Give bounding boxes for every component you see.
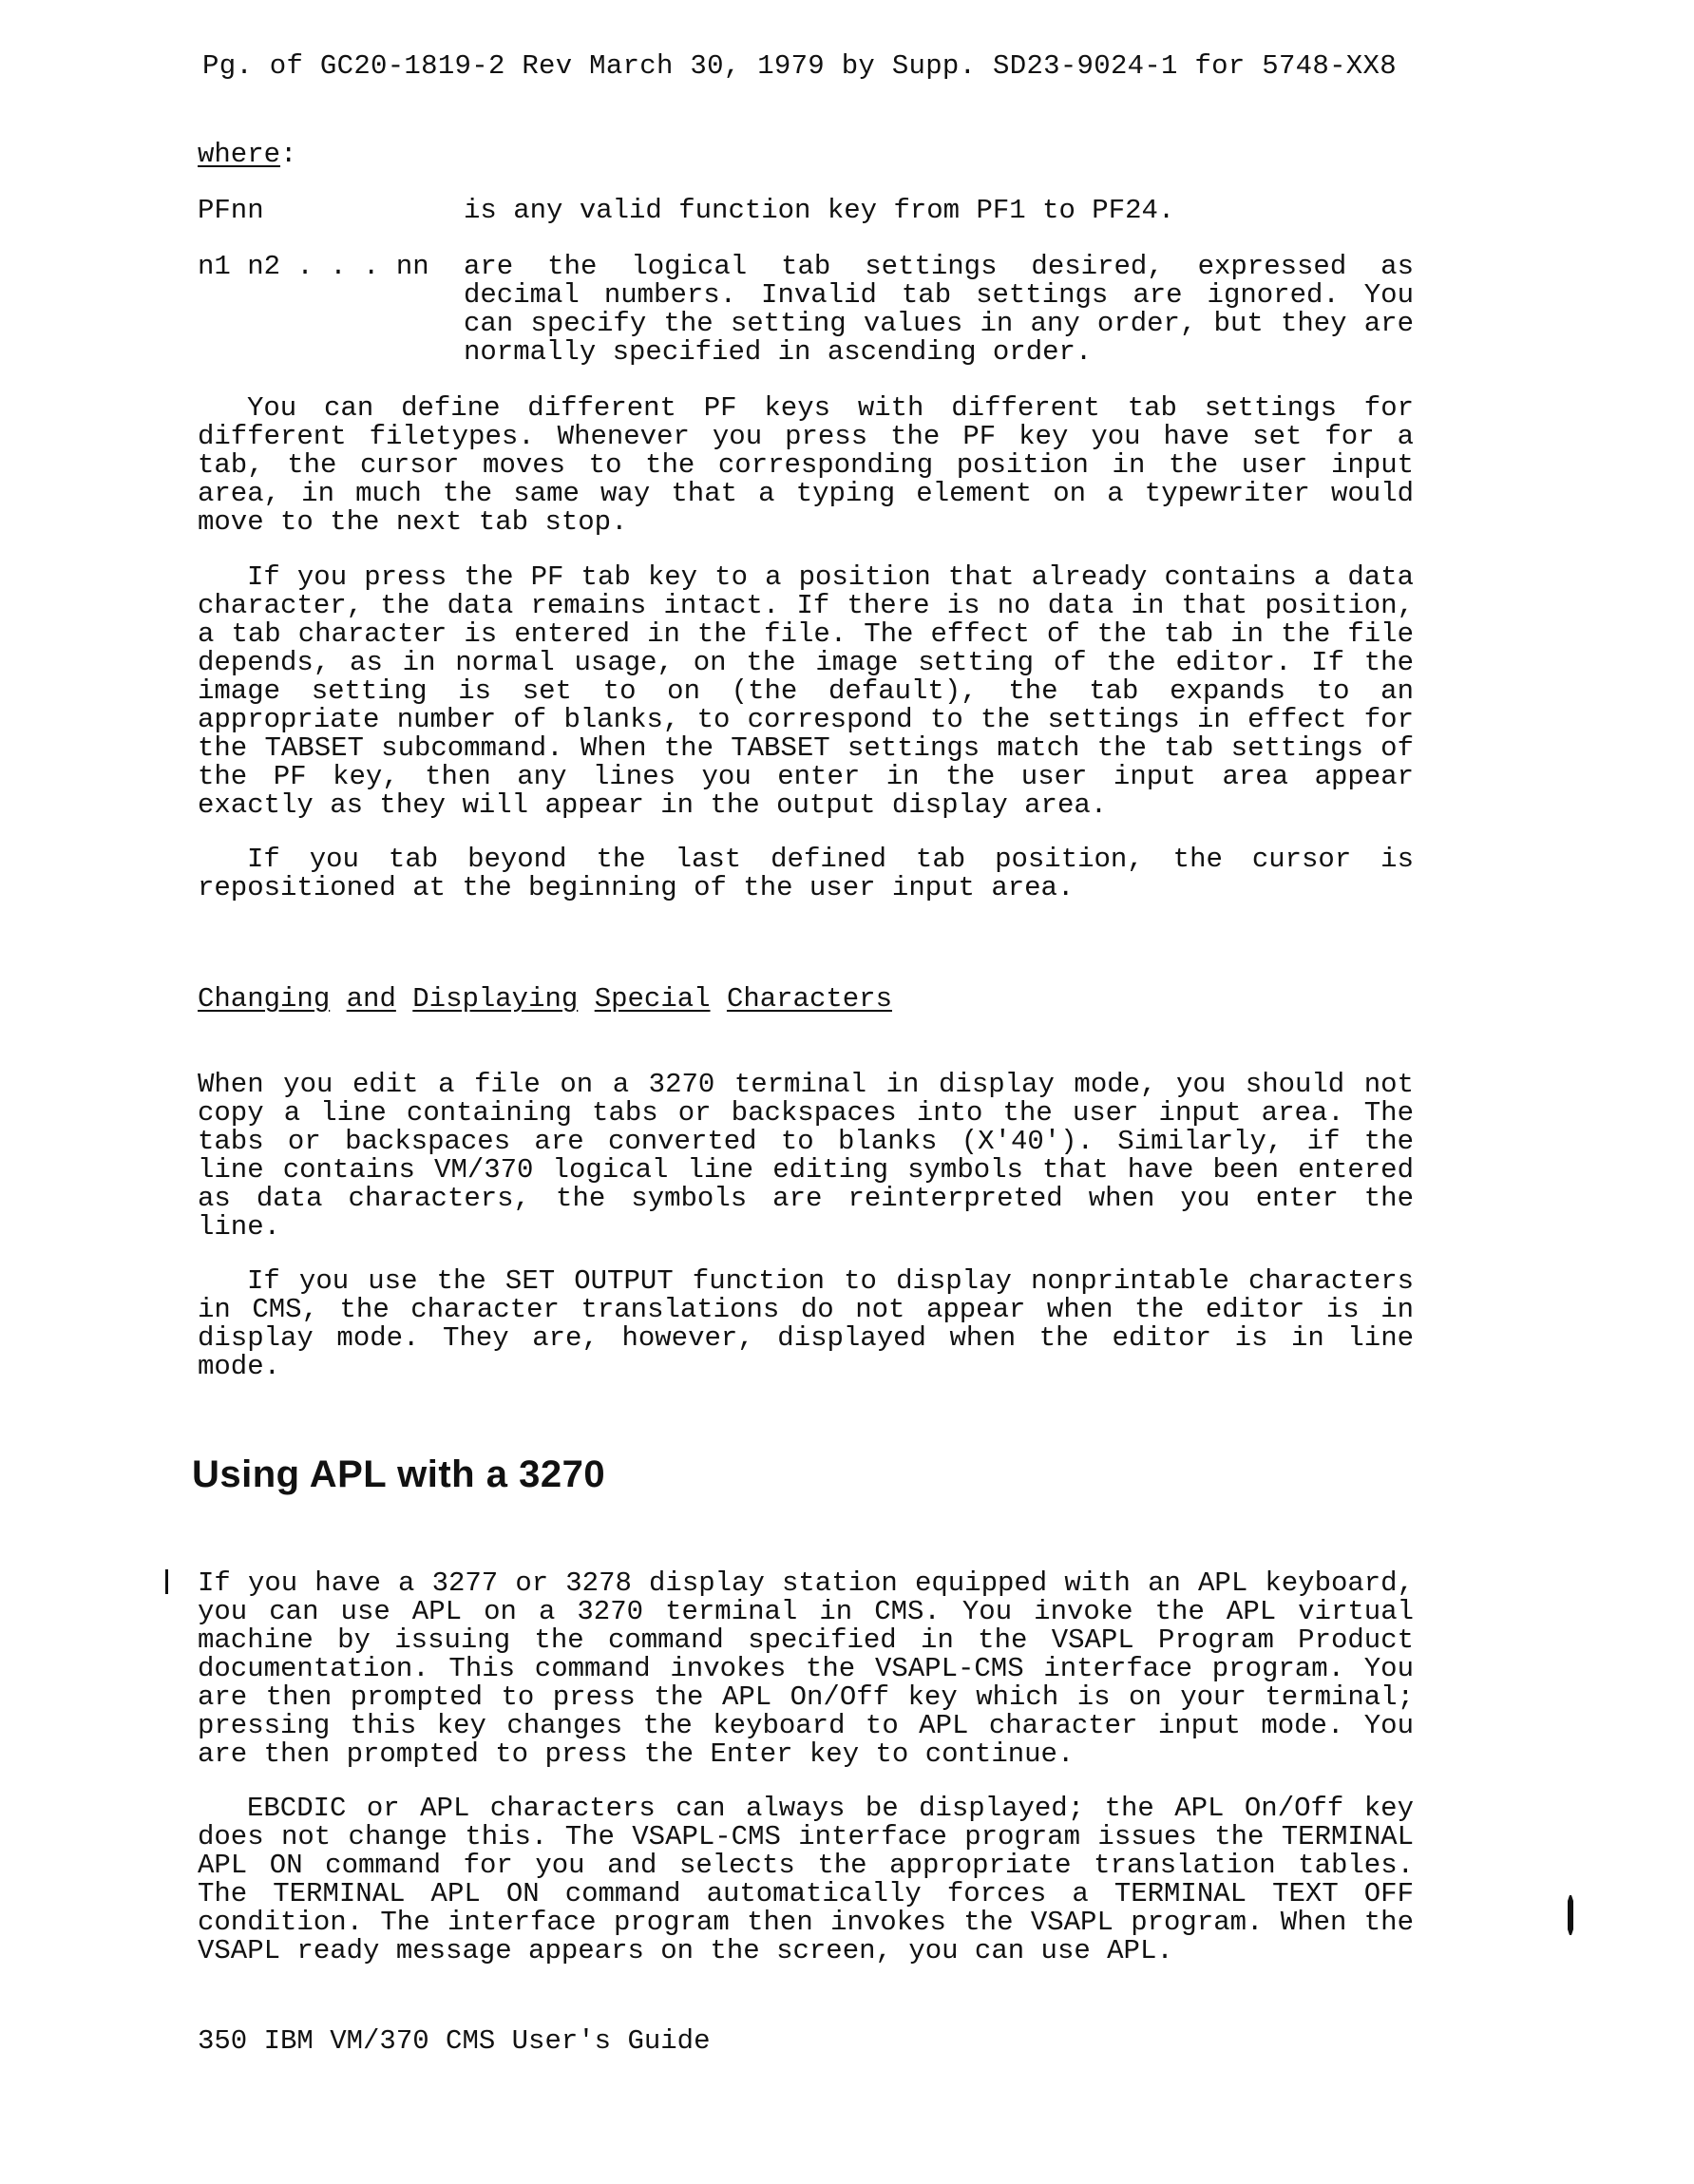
paragraph-tab-key: If you press the PF tab key to a position that already contains a data character, the data remains intact. If there is no data in that position, a tab character is entered in the file. The effect of the tab in the file depends, as in normal usage, on the image setting of the editor. If the image setting is set to on (the default), the tab expands to an appropriate number of blanks, to correspond to the settings in effect for the TABSET subcommand. When the TABSET settings match the tab settings of the PF key, then any lines you enter in the user input area appear exactly as they will appear in the output display area. <box>198 561 1414 821</box>
where-word: where <box>198 139 281 170</box>
subheading-word: Special <box>594 983 711 1015</box>
where-colon: : <box>280 139 297 170</box>
subheading-special-characters <box>198 985 892 1014</box>
margin-mark-icon <box>1567 1895 1574 1935</box>
paragraph-apl-keyboard: If you have a 3277 or 3278 display station equipped with an APL keyboard, you can use APL on a 3270 terminal in CMS. You invoke the APL virtual machine by issuing the command specified in the VSAPL Program Product documentation. This command invokes the VSAPL-CMS interface program. You are then prompted to press the APL On/Off key which is on your terminal; pressing this key changes the keyboard to APL character input mode. You are then prompted to press the Enter key to continue. <box>198 1567 1414 1770</box>
page-header: Pg. of GC20-1819-2 Rev March 30, 1979 by Supp. SD23-9024-1 for 5748-XX8 <box>202 50 1397 82</box>
where-label <box>198 141 296 169</box>
paragraph-edit-file: When you edit a file on a 3270 terminal in display mode, you should not copy a line containing tabs or backspaces into the user input area. The tabs or backspaces are converted to blanks (X'40'). Similarly, if the line contains VM/370 logical line editing symbols that have been entered as data characters, the symbols are reinterpreted when you enter the line. <box>198 1069 1414 1243</box>
revision-bar <box>165 1569 168 1594</box>
section-title: Using APL with a 3270 <box>192 1453 606 1495</box>
subheading-word: Displaying <box>412 983 579 1015</box>
definition-term-pfnn: PFnn <box>198 195 264 226</box>
paragraph-pf-keys: You can define different PF keys with different tab settings for different filetypes. Whenever you press the PF key you have set for a tab, the cursor moves to the corresponding position in the user input area, in much the same way that a typing element on a typewriter would move to the next tab stop. <box>198 392 1414 538</box>
page-footer: 350 IBM VM/370 CMS User's Guide <box>198 2025 711 2057</box>
definition-term-tab-settings: n1 n2 . . . nn <box>198 251 429 282</box>
paragraph-set-output: If you use the SET OUTPUT function to display nonprintable characters in CMS, the character translations do not appear when the editor is in display mode. They are, however, displayed when the editor is in line mode. <box>198 1265 1414 1382</box>
paragraph-tab-beyond: If you tab beyond the last defined tab position, the cursor is repositioned at the beginning of the user input area. <box>198 844 1414 903</box>
paragraph-ebcdic: EBCDIC or APL characters can always be displayed; the APL On/Off key does not change this. The VSAPL-CMS interface program issues the TERMINAL APL ON command for you and selects the appropriate translation tables. The TERMINAL APL ON command automatically forces a TERMINAL TEXT OFF condition. The interface program then invokes the VSAPL program. When the VSAPL ready message appears on the screen, you can use APL. <box>198 1793 1414 1966</box>
definition-desc-pfnn: is any valid function key from PF1 to PF24. <box>464 195 1175 226</box>
subheading-word: and <box>346 983 396 1015</box>
subheading-word: Characters <box>726 983 892 1015</box>
definition-desc-tab-settings: are the logical tab settings desired, expressed as decimal numbers. Invalid tab settings are ignored. You can specify the setting values in any order, but they are normally specified in ascending order. <box>464 251 1414 368</box>
subheading-word: Changing <box>198 983 331 1015</box>
